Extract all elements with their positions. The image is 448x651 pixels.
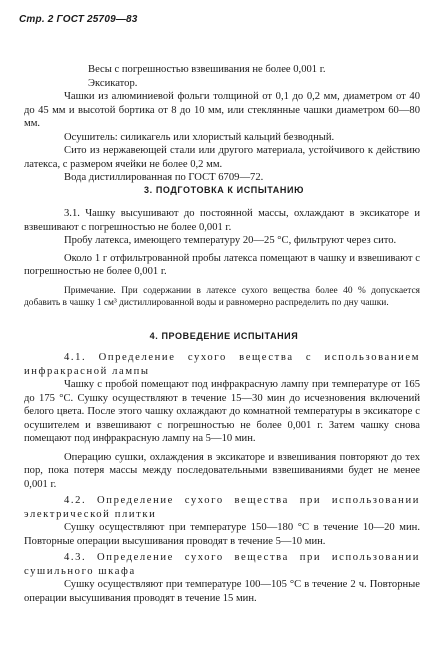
heading-4-3: 4.3. Определение сухого вещества при использовании сушильного шкафа — [24, 552, 420, 577]
equipment-item-dishes: Чашки из алюминиевой фольги толщиной от 0,1 до 0,2 мм, диаметром от 40 до 45 мм и высотой бортика от 8 до 10 мм, или стеклянные чашки диаметром 60—80 мм. — [24, 91, 420, 129]
paragraph-4-3: Сушку осуществляют при температуре 100—105 °С в течение 2 ч. Повторные операции высушивания проводят в течение 15 мин. — [24, 579, 420, 604]
equipment-item-desiccator: Эксикатор. — [88, 77, 138, 89]
equipment-item-sieve: Сито из нержавеющей стали или другого материала, устойчивого к действию латекса, с размером ячейки не более 0,2 мм. — [24, 145, 420, 170]
heading-4-2: 4.2. Определение сухого вещества при использовании электрической плитки — [24, 495, 420, 520]
section-4-body — [0, 351, 448, 605]
paragraph-4-1-a: Чашку с пробой помещают под инфракрасную лампу при температуре от 165 до 175 °С. Сушку осуществляют в течение 15—30 мин до исчезновения включений белого цвета. После этого чашку охлаждают до комнатной температуры в эксикаторе с осушителем и взвешивают с погрешностью не более 0,001 г. Затем чашку снова помещают под инфракрасную лампу на 5—10 мин. — [24, 379, 420, 444]
equipment-item-water: Вода дистиллированная по ГОСТ 6709—72. — [64, 172, 264, 183]
section-4-title: 4. ПРОВЕДЕНИЕ ИСПЫТАНИЯ — [149, 331, 299, 341]
equipment-list — [0, 63, 448, 185]
paragraph-3-1-weigh: Около 1 г отфильтрованной пробы латекса помещают в чашку и взвешивают с погрешностью не более 0,001 г. — [24, 252, 420, 277]
heading-4-1: 4.1. Определение сухого вещества с использованием инфракрасной лампы — [24, 352, 420, 377]
paragraph-3-1: 3.1. Чашку высушивают до постоянной массы, охлаждают в эксикаторе и взвешивают с погрешностью не более 0,001 г. — [24, 208, 420, 233]
section-3-title: 3. ПОДГОТОВКА К ИСПЫТАНИЮ — [144, 185, 304, 195]
paragraph-4-1-b: Операцию сушки, охлаждения в эксикаторе и взвешивания повторяют до тех пор, пока потеря массы между последовательными взвешиваниями будет не менее 0,001 г. — [24, 451, 420, 490]
equipment-item-desiccant: Осушитель: силикагель или хлористый кальций безводный. — [64, 131, 335, 143]
paragraph-4-2: Сушку осуществляют при температуре 150—180 °С в течение 10—20 мин. Повторные операции высушивания проводят в течение 5—10 мин. — [24, 522, 420, 547]
paragraph-3-1-filter: Пробу латекса, имеющего температуру 20—25 °С, фильтруют через сито. — [64, 235, 397, 246]
note: Примечание. При содержании в латексе сухого вещества более 40 % допускается добавить в чашку 1 см³ дистиллированной воды и равномерно распределить по дну чашки. — [24, 285, 420, 308]
section-3-body — [0, 207, 448, 309]
equipment-item-scales: Весы с погрешностью взвешивания не более 0,001 г. — [88, 64, 326, 75]
page-header: Стр. 2 ГОСТ 25709—83 — [19, 14, 138, 25]
